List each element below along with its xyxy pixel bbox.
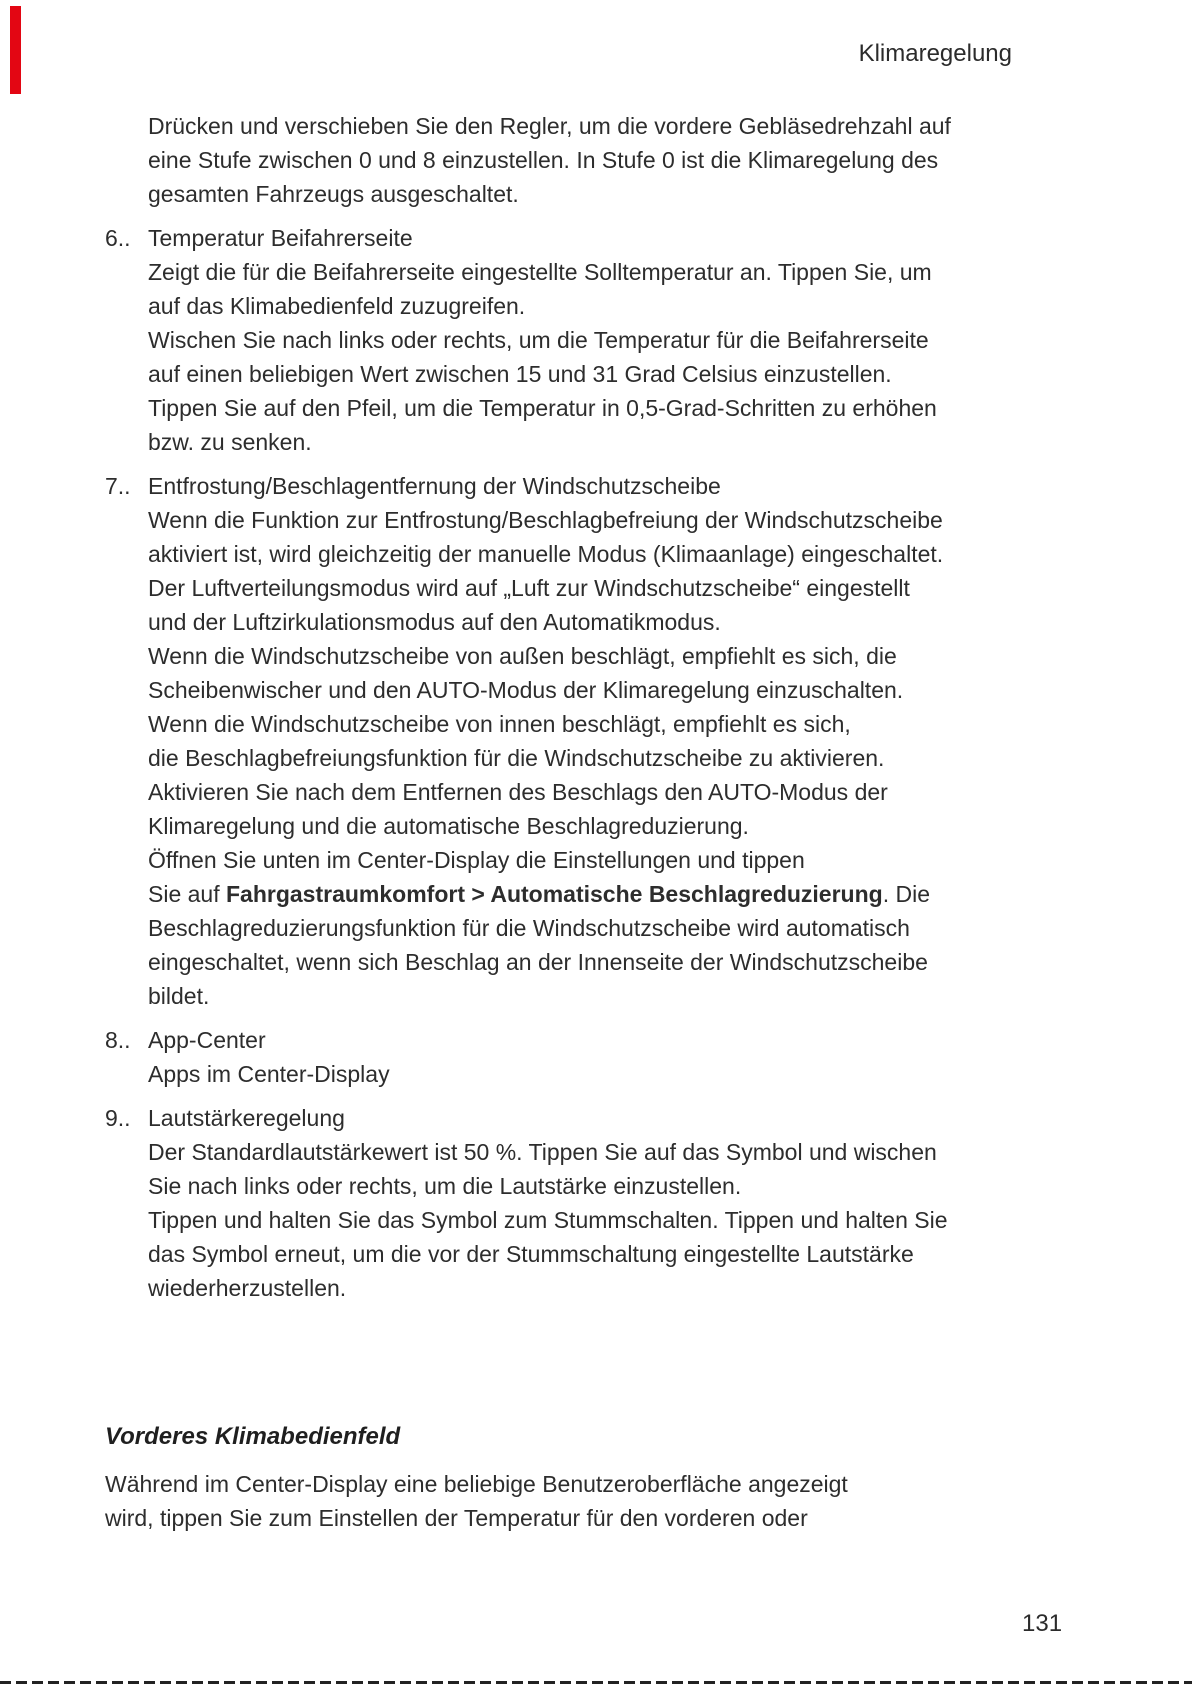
text-line: Tippen Sie auf den Pfeil, um die Temperatur in 0,5-Grad-Schritten zu erhöhen <box>148 395 937 421</box>
text-line-with-menu-path <box>148 877 1035 911</box>
list-item-7 <box>105 469 1035 1013</box>
list-item-9 <box>105 1101 1035 1305</box>
text-line: Sie nach links oder rechts, um die Lautstärke einzustellen. <box>148 1173 742 1199</box>
text-line: bildet. <box>148 983 210 1009</box>
list-item-title: Temperatur Beifahrerseite <box>148 225 413 251</box>
text-line: das Symbol erneut, um die vor der Stummschaltung eingestellte Lautstärke <box>148 1241 914 1267</box>
list-marker: 9.. <box>105 1105 131 1131</box>
section-paragraph <box>105 1467 1035 1535</box>
text-line: Zeigt die für die Beifahrerseite eingestellte Solltemperatur an. Tippen Sie, um <box>148 259 932 285</box>
intro-paragraph <box>148 109 1035 211</box>
text-line: eingeschaltet, wenn sich Beschlag an der Innenseite der Windschutzscheibe <box>148 949 928 975</box>
text-line: Tippen und halten Sie das Symbol zum Stummschalten. Tippen und halten Sie <box>148 1207 948 1233</box>
list-item-title: Entfrostung/Beschlagentfernung der Windschutzscheibe <box>148 473 721 499</box>
page-content <box>105 109 1035 1535</box>
running-header: Klimaregelung <box>858 40 1012 67</box>
list-item-6 <box>105 221 1035 459</box>
text-line: eine Stufe zwischen 0 und 8 einzustellen. In Stufe 0 ist die Klimaregelung des <box>148 147 939 173</box>
text-line: gesamten Fahrzeugs ausgeschaltet. <box>148 181 519 207</box>
text-line: auf einen beliebigen Wert zwischen 15 und 31 Grad Celsius einzustellen. <box>148 361 892 387</box>
list-marker: 6.. <box>105 225 131 251</box>
text-line: Drücken und verschieben Sie den Regler, um die vordere Gebläsedrehzahl auf <box>148 113 951 139</box>
text-line: Der Luftverteilungsmodus wird auf „Luft zur Windschutzscheibe“ eingestellt <box>148 575 910 601</box>
text-line: wiederherzustellen. <box>148 1275 347 1301</box>
text-line: Scheibenwischer und den AUTO-Modus der Klimaregelung einzuschalten. <box>148 677 904 703</box>
text-line: Apps im Center-Display <box>148 1061 390 1087</box>
menu-path-text: Fahrgastraumkomfort > Automatische Beschlagreduzierung <box>226 881 883 907</box>
list-item-body <box>148 1101 1035 1305</box>
text-line: Öffnen Sie unten im Center-Display die Einstellungen und tippen <box>148 847 805 873</box>
revision-change-bar <box>10 6 21 94</box>
page-number: 131 <box>1022 1610 1063 1637</box>
text-line: Wenn die Funktion zur Entfrostung/Beschlagbefreiung der Windschutzscheibe <box>148 507 943 533</box>
list-item-body <box>148 221 1035 459</box>
text-line: und der Luftzirkulationsmodus auf den Automatikmodus. <box>148 609 721 635</box>
text-line: die Beschlagbefreiungsfunktion für die Windschutzscheibe zu aktivieren. <box>148 745 885 771</box>
text-line: Während im Center-Display eine beliebige Benutzeroberfläche angezeigt <box>105 1471 848 1497</box>
list-item-8 <box>105 1023 1035 1091</box>
list-item-title: App-Center <box>148 1027 266 1053</box>
list-marker: 8.. <box>105 1027 131 1053</box>
text-line: Wenn die Windschutzscheibe von außen beschlägt, empfiehlt es sich, die <box>148 643 897 669</box>
text-line: Wischen Sie nach links oder rechts, um die Temperatur für die Beifahrerseite <box>148 327 929 353</box>
text-line: Der Standardlautstärkewert ist 50 %. Tippen Sie auf das Symbol und wischen <box>148 1139 937 1165</box>
page-bottom-dashed-rule <box>0 1681 1192 1684</box>
text-line: bzw. zu senken. <box>148 429 312 455</box>
list-item-body <box>148 469 1035 1013</box>
text-segment: Sie auf <box>148 881 226 907</box>
text-line: auf das Klimabedienfeld zuzugreifen. <box>148 293 526 319</box>
text-line: aktiviert ist, wird gleichzeitig der manuelle Modus (Klimaanlage) eingeschaltet. <box>148 541 944 567</box>
list-item-title: Lautstärkeregelung <box>148 1105 345 1131</box>
section-heading: Vorderes Klimabedienfeld <box>105 1423 401 1450</box>
list-marker: 7.. <box>105 473 131 499</box>
text-line: Wenn die Windschutzscheibe von innen beschlägt, empfiehlt es sich, <box>148 711 851 737</box>
list-item-body <box>148 1023 1035 1091</box>
text-segment: . Die <box>882 881 930 907</box>
text-line: Aktivieren Sie nach dem Entfernen des Beschlags den AUTO-Modus der <box>148 779 888 805</box>
text-line: Klimaregelung und die automatische Beschlagreduzierung. <box>148 813 749 839</box>
text-line: Beschlagreduzierungsfunktion für die Windschutzscheibe wird automatisch <box>148 915 910 941</box>
text-line: wird, tippen Sie zum Einstellen der Temperatur für den vorderen oder <box>105 1505 808 1531</box>
